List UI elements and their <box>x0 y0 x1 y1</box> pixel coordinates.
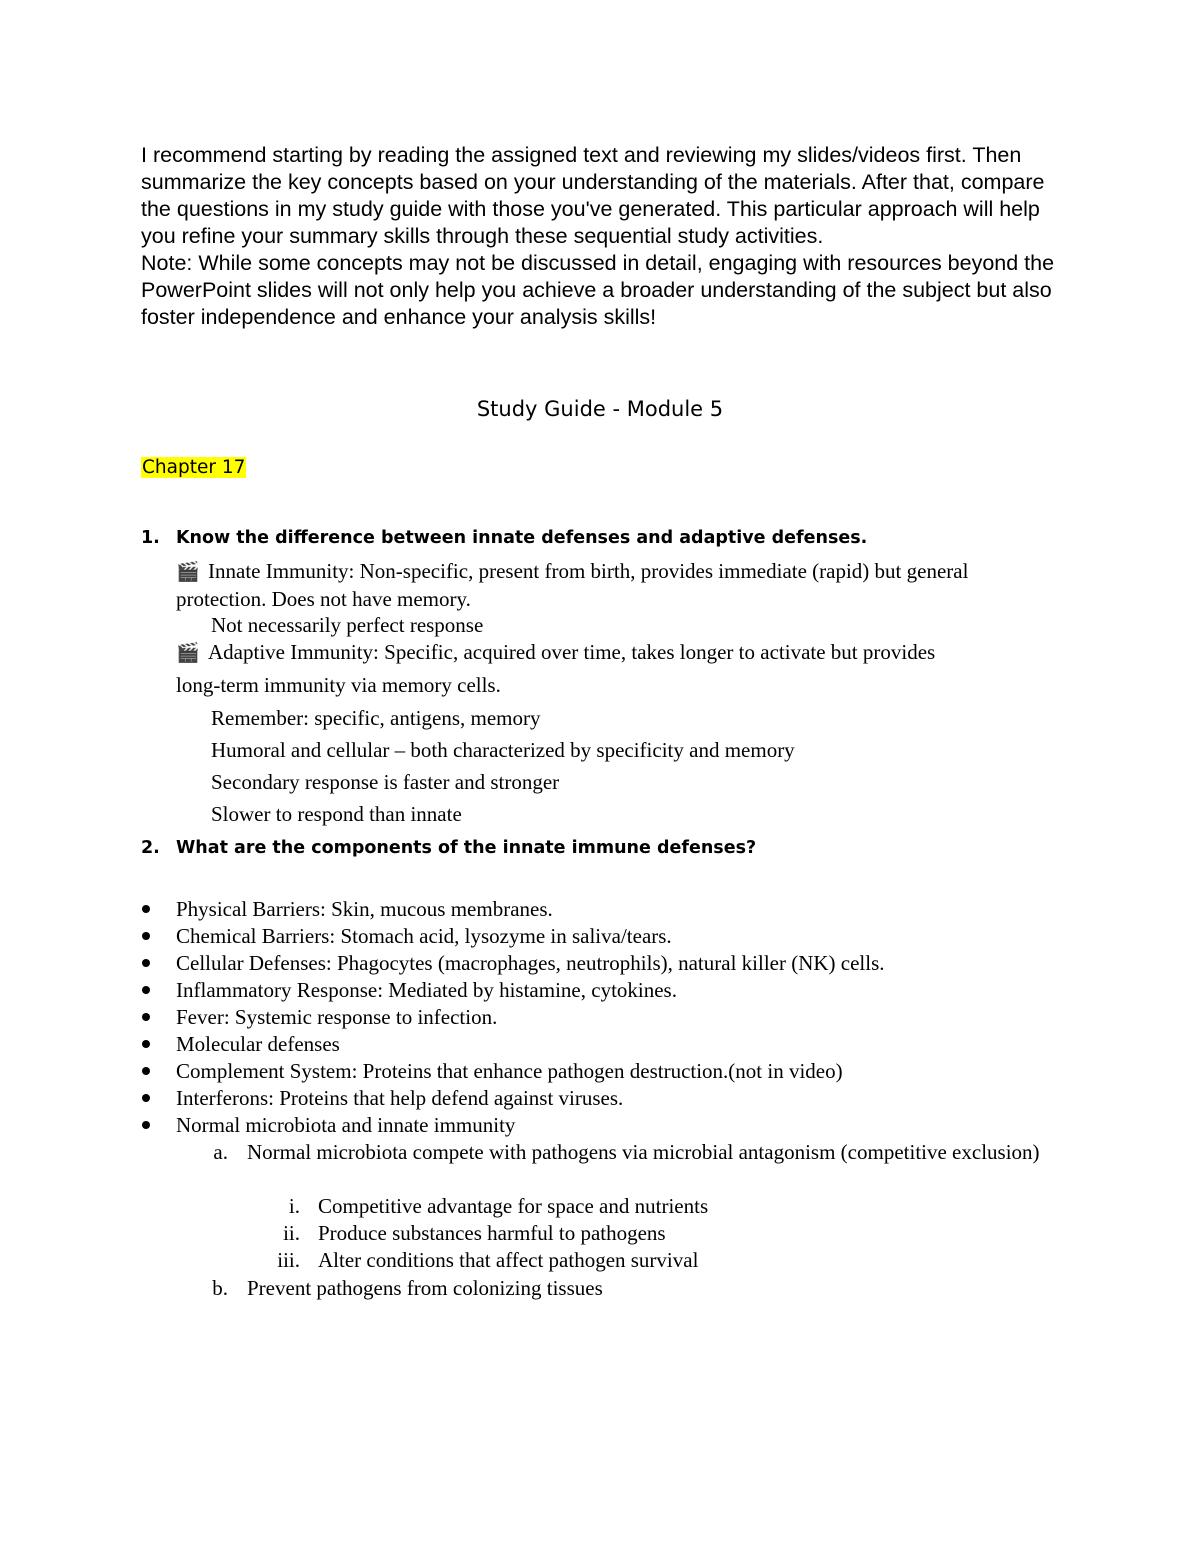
roman-item: Alter conditions that affect pathogen survival <box>318 1248 699 1272</box>
bullet-dot-icon <box>142 959 150 967</box>
adaptive-subpoint: Slower to respond than innate <box>211 802 462 826</box>
bullet-dot-icon <box>142 986 150 994</box>
list-item: Inflammatory Response: Mediated by histamine, cytokines. <box>176 978 677 1002</box>
sublist-marker: a. <box>213 1140 228 1164</box>
sublist-item: Prevent pathogens from colonizing tissues <box>247 1276 603 1300</box>
chapter-highlight: Chapter 17 <box>142 457 246 478</box>
adaptive-subpoint: Humoral and cellular – both characterized by specificity and memory <box>211 738 795 762</box>
list-item: Interferons: Proteins that help defend against viruses. <box>176 1086 624 1110</box>
question-number: 2. <box>141 838 160 858</box>
bullet-dot-icon <box>142 932 150 940</box>
bullet-dot-icon <box>142 1121 150 1129</box>
chapter-heading <box>141 454 246 482</box>
roman-item: Competitive advantage for space and nutrients <box>318 1194 709 1218</box>
innate-immunity-text: Innate Immunity: Non-specific, present from birth, provides immediate (rapid) but general protection. Does not have memory. <box>176 559 969 611</box>
list-item: Chemical Barriers: Stomach acid, lysozyme in saliva/tears. <box>176 924 672 948</box>
clapperboard-icon: 🎬 <box>176 562 200 583</box>
bullet-dot-icon <box>142 905 150 913</box>
bullet-dot-icon <box>142 1094 150 1102</box>
adaptive-immunity-continued: long-term immunity via memory cells. <box>176 673 501 697</box>
bullet-dot-icon <box>142 1067 150 1075</box>
roman-item: Produce substances harmful to pathogens <box>318 1221 666 1245</box>
clapperboard-icon: 🎬 <box>176 643 200 664</box>
innate-immunity-subpoint: Not necessarily perfect response <box>211 613 484 637</box>
question-1 <box>141 525 867 551</box>
intro-instructions <box>141 142 1071 331</box>
innate-immunity-item <box>176 558 1056 613</box>
list-item: Physical Barriers: Skin, mucous membranes. <box>176 897 553 921</box>
roman-marker: i. <box>288 1194 300 1218</box>
intro-paragraph: I recommend starting by reading the assigned text and reviewing my slides/videos first. Then summarize the key concepts based on your understanding of the materials. After that, compare the questions in my study guide with those you've generated. This particular approach will help you refine your summary skills through these sequential study activities. <box>141 143 1045 248</box>
question-2 <box>141 835 756 861</box>
question-text: Know the difference between innate defenses and adaptive defenses. <box>176 528 868 548</box>
adaptive-immunity-item <box>176 639 935 667</box>
list-item: Fever: Systemic response to infection. <box>176 1005 498 1029</box>
list-item: Complement System: Proteins that enhance pathogen destruction.(not in video) <box>176 1059 843 1083</box>
page-title: Study Guide - Module 5 <box>476 397 724 421</box>
adaptive-immunity-text: Adaptive Immunity: Specific, acquired over time, takes longer to activate but provides <box>208 640 936 664</box>
roman-marker: ii. <box>283 1221 300 1245</box>
bullet-dot-icon <box>142 1013 150 1021</box>
question-number: 1. <box>141 528 160 548</box>
roman-marker: iii. <box>277 1248 300 1272</box>
sublist-marker: b. <box>212 1276 228 1300</box>
list-item: Molecular defenses <box>176 1032 340 1056</box>
adaptive-subpoint: Remember: specific, antigens, memory <box>211 706 541 730</box>
question-text: What are the components of the innate immune defenses? <box>176 838 757 858</box>
sublist-item: Normal microbiota compete with pathogens via microbial antagonism (competitive exclusion) <box>247 1140 1040 1164</box>
bullet-dot-icon <box>142 1040 150 1048</box>
list-item: Normal microbiota and innate immunity <box>176 1113 516 1137</box>
adaptive-subpoint: Secondary response is faster and stronger <box>211 770 560 794</box>
intro-note: Note: While some concepts may not be discussed in detail, engaging with resources beyond the PowerPoint slides will not only help you achieve a broader understanding of the subject but also foster independence and enhance your analysis skills! <box>141 251 1055 329</box>
list-item: Cellular Defenses: Phagocytes (macrophages, neutrophils), natural killer (NK) cells. <box>176 951 885 975</box>
